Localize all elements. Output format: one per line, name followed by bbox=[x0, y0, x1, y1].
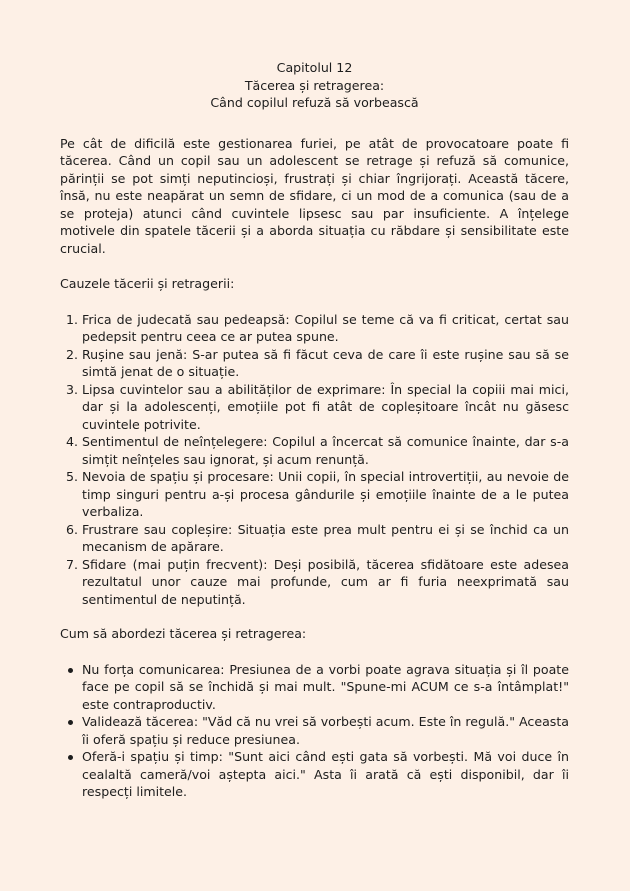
bullet-icon bbox=[68, 720, 73, 725]
cause-item: 1. Frica de judecată sau pedeapsă: Copilul se teme că va fi criticat, certat sau pedepsit pentru ceea ce ar putea spune. bbox=[82, 311, 569, 346]
cause-item: 3. Lipsa cuvintelor sau a abilităților de exprimare: În special la copiii mai mici, dar și la adolescenți, emoțiile pot fi atât de copleșitoare încât nu găsesc cuvintele potrivite. bbox=[82, 381, 569, 434]
approach-item-text: Validează tăcerea: "Văd că nu vrei să vorbești acum. Este în regulă." Aceasta îi oferă spațiu și reduce presiunea. bbox=[82, 714, 570, 747]
cause-item: 2. Rușine sau jenă: S-ar putea să fi făcut ceva de care îi este rușine sau să se simtă jenat de o situație. bbox=[82, 346, 569, 381]
chapter-title-line-1: Tăcerea și retragerea: bbox=[244, 77, 385, 93]
document-page bbox=[60, 59, 569, 801]
cause-item: 6. Frustrare sau copleșire: Situația este prea mult pentru ei și se închid ca un mecanism de apărare. bbox=[82, 521, 569, 556]
cause-item: 5. Nevoia de spațiu și procesare: Unii copii, în special introvertiții, au nevoie de timp singuri pentru a-și procesa gândurile și emoțiile înainte de a le putea verbaliza. bbox=[82, 468, 569, 521]
approach-item bbox=[82, 661, 569, 714]
chapter-heading bbox=[60, 59, 569, 112]
approach-item-text: Oferă-i spațiu și timp: "Sunt aici când ești gata să vorbești. Mă voi duce în cealaltă cameră/voi aștepta aici." Asta îi arată că ești disponibil, dar îi respecți limitele. bbox=[82, 749, 569, 799]
intro-paragraph: Pe cât de dificilă este gestionarea furiei, pe atât de provocatoare poate fi tăcerea. Când un copil sau un adolescent se retrage și refuză să comunice, părinții se pot simți neputincioși, frustrați și chiar îngrijorați. Această tăcere, însă, nu este neapărat un semn de sfidare, ci un mod de a comunica (sau de a se proteja) atunci când cuvintele lipsesc sau par insuficiente. A înțelege motivele din spatele tăcerii și a aborda situația cu răbdare și sensibilitate este crucial. bbox=[60, 135, 569, 256]
causes-list bbox=[60, 311, 569, 609]
approach-item-text: Nu forța comunicarea: Presiunea de a vorbi poate agrava situația și îl poate face pe copil să se închidă și mai mult. "Spune-mi ACUM ce s-a întâmplat!" este contraproductiv. bbox=[82, 661, 569, 712]
approach-list bbox=[60, 661, 569, 801]
cause-item: 4. Sentimentul de neînțelegere: Copilul a încercat să comunice înainte, dar s-a simțit neînțeles sau ignorat, și acum renunță. bbox=[82, 433, 569, 468]
approach-section-title: Cum să abordezi tăcerea și retragerea: bbox=[60, 626, 307, 641]
causes-section-title: Cauzele tăcerii și retragerii: bbox=[60, 276, 235, 291]
chapter-title-line-2: Când copilul refuză să vorbească bbox=[210, 95, 419, 110]
cause-item: 7. Sfidare (mai puțin frecvent): Deși posibilă, tăcerea sfidătoare este adesea rezultatul unor cauze mai profunde, cum ar fi furia neexprimată sau sentimentul de neputință. bbox=[82, 556, 569, 609]
approach-item bbox=[82, 713, 569, 748]
approach-item bbox=[82, 748, 569, 801]
bullet-icon bbox=[68, 668, 73, 673]
chapter-number: Capitolul 12 bbox=[276, 60, 353, 75]
bullet-icon bbox=[68, 755, 73, 760]
